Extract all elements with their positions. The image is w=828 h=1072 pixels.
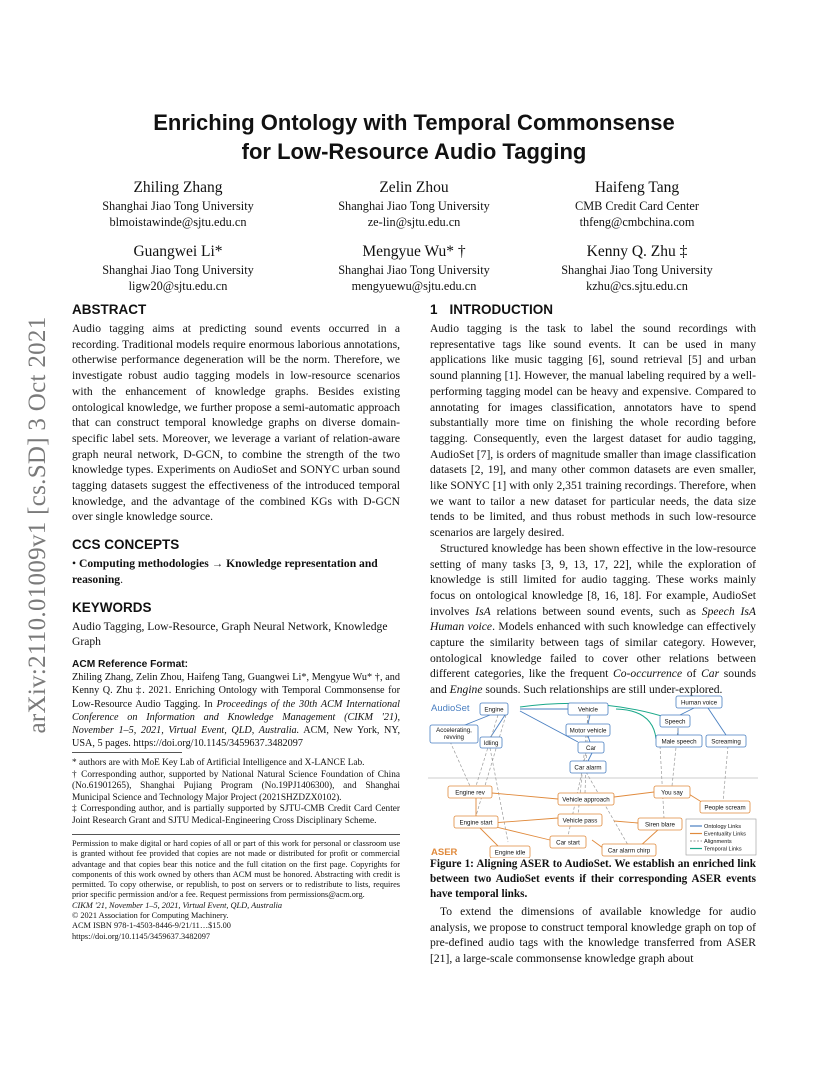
footnote: * authors are with MoE Key Lab of Artificial Intelligence and X-LANCE Lab. xyxy=(72,758,365,768)
svg-text:Vehicle: Vehicle xyxy=(578,706,598,714)
ccs-concept: Computing methodologies → Knowledge representation and reasoning xyxy=(72,557,378,586)
temporal-link xyxy=(616,709,656,739)
footnote: ‡ Corresponding author, and is partially supported by SJTU-CMB Credit Card Center Joint Research Grant and SJTU Medical-Engineering Cross Disciplinary Scheme. xyxy=(72,804,400,826)
author-affiliation: Shanghai Jiao Tong University xyxy=(102,263,254,277)
legend-alignment: Alignments xyxy=(704,839,732,845)
eventuality-link xyxy=(614,792,654,797)
text-run: . Models enhanced with such knowledge can effectively capture the similarity between tags of similar category. However, ontological knowledge failed to cover other relations between different categories, like the frequent xyxy=(430,620,756,681)
ontology-link xyxy=(680,708,694,715)
node-engine-start xyxy=(454,816,498,828)
svg-text:Motor vehicle: Motor vehicle xyxy=(569,727,607,735)
audioset-label: AudioSet xyxy=(431,703,470,714)
node-siren-blare xyxy=(638,818,682,830)
isbn-line: ACM ISBN 978-1-4503-8446-9/21/11…$15.00 xyxy=(72,921,231,931)
node-people-scream xyxy=(700,801,750,813)
text-run: sounds and xyxy=(430,667,756,697)
author-email: thfeng@cmbchina.com xyxy=(579,215,695,229)
author-name: Kenny Q. Zhu ‡ xyxy=(586,243,688,260)
footnotes xyxy=(72,758,400,828)
legend-temporal: Temporal Links xyxy=(704,846,742,853)
figure-1-caption: Figure 1: Aligning ASER to AudioSet. We establish an enriched link between two AudioSet events if their corresponding ASER events have temporal links. xyxy=(430,858,756,900)
node-male-speech xyxy=(656,735,702,747)
author-name: Mengyue Wu* † xyxy=(362,243,466,260)
acm-reference-tail: ACM, New York, NY, USA, 5 pages. https://doi.org/10.1145/3459637.3482097 xyxy=(72,724,400,750)
author-email: ligw20@sjtu.edu.cn xyxy=(128,279,228,293)
permission-text: Permission to make digital or hard copies of all or part of this work for personal or classroom use is granted without fee provided that copies are not made or distributed for profit or commercial advantage and that copies bear this notice and the full citation on the first page. Copyrights for components of this work owned by others than ACM must be honored. Abstracting with credit is permitted. To copy otherwise, or republish, to post on servers or to redistribute to lists, requires prior specific permission and/or a fee. Request permissions from permissions@acm.org. xyxy=(72,839,400,900)
eventuality-link xyxy=(614,821,638,823)
text-run: Structured knowledge has been shown effective in the low-resource setting of many tasks [3, 9, 13, 17, 22], while the exploration of knowledge is still limited for audio tagging. These works mainly focus on ontological knowledge [8, 16, 18]. For example, AudioSet involves xyxy=(430,541,756,618)
author-card xyxy=(299,242,529,294)
svg-text:Idling: Idling xyxy=(483,740,499,747)
eventuality-link xyxy=(492,818,558,823)
introduction-heading xyxy=(430,302,756,317)
author-affiliation: CMB Credit Card Center xyxy=(575,199,699,213)
alignment-link xyxy=(723,746,728,802)
right-column xyxy=(430,302,756,698)
permission-block xyxy=(72,839,400,942)
svg-text:Human voice: Human voice xyxy=(680,699,718,707)
emphasis: Co-occurrence xyxy=(613,667,683,681)
author-affiliation: Shanghai Jiao Tong University xyxy=(561,263,713,277)
ontology-link xyxy=(588,753,592,761)
left-column xyxy=(72,302,400,750)
acm-reference xyxy=(72,658,400,750)
eventuality-link xyxy=(492,793,558,799)
svg-text:Car alarm chirp: Car alarm chirp xyxy=(607,847,651,855)
copyright-line: © 2021 Association for Computing Machinery. xyxy=(72,911,229,921)
intro-paragraph-3: To extend the dimensions of available knowledge for audio analysis, we propose to construct temporal knowledge graph on top of pre-defined audio tags with the knowledge transferred from ASER [21], a large-scale commonsense knowledge graph about xyxy=(430,905,756,966)
node-human-voice xyxy=(676,696,722,708)
section-number: 1 xyxy=(430,302,438,317)
author-affiliation: Shanghai Jiao Tong University xyxy=(338,199,490,213)
eventuality-link xyxy=(492,826,550,840)
text-run: relations between sound events, such as xyxy=(490,604,702,618)
author-name: Zhiling Zhang xyxy=(133,179,223,196)
legend-eventuality: Eventuality Links xyxy=(704,831,746,838)
author-name: Haifeng Tang xyxy=(594,179,680,196)
permission-rule xyxy=(72,834,400,835)
node-car-start xyxy=(550,836,586,848)
svg-text:Engine idle: Engine idle xyxy=(494,849,526,857)
node-engine xyxy=(480,703,508,715)
intro-paragraph-1: Audio tagging is the task to label the sound recordings with representative tags like sound events. It can be used in many applications like music tagging [6], sound retrieval [5] and urban sound planning [1]. However, the manual labeling required by a well-performing tagging model can be heavy and expensive. Compared to annotating for images classification, annotators have to spend substantially more time on finishing the whole recording before tagging. Consequently, even the largest dataset for audio tagging, AudioSet [7], is orders of magnitude smaller than image classification datasets [2, 19], and many other common datasets are even smaller, like SONYC [1] with only 2,351 training recordings. Therefore, when we want to tailor a new dataset for particular needs, the data size tends to be limited, and thus robust methods in such low-resource scenarios are largely desired. xyxy=(430,322,756,540)
alignment-link xyxy=(660,746,664,818)
svg-text:Engine rev: Engine rev xyxy=(455,789,485,797)
svg-text:Engine start: Engine start xyxy=(459,819,493,827)
footnote: † Corresponding author, supported by National Natural Science Foundation of China (No.61901265), Shanghai Pujiang Program (No.19PJ1406300), and Shanghai Municipal Science and Technology Major Project (2021SHZDZX0102). xyxy=(72,769,400,803)
author-card xyxy=(522,178,752,230)
paper-title xyxy=(0,108,828,166)
arxiv-sidebar xyxy=(8,290,68,760)
ccs-text xyxy=(72,556,400,587)
abstract-heading: ABSTRACT xyxy=(72,302,147,317)
author-card xyxy=(522,242,752,294)
svg-text:Car alarm: Car alarm xyxy=(574,764,602,772)
svg-text:Accelerating,revving: Accelerating, revving xyxy=(436,727,472,741)
node-car-alarm-chirp xyxy=(602,844,656,856)
ccs-heading: CCS CONCEPTS xyxy=(72,537,180,553)
node-car xyxy=(578,742,604,753)
ccs-period: . xyxy=(120,572,124,586)
node-screaming xyxy=(706,735,746,747)
title-line-2: for Low-Resource Audio Tagging xyxy=(241,139,587,164)
acm-reference-venue: Proceedings of the 30th ACM International Conference on Information and Knowledge Management (CIKM '21), November 1–5, 2021, Virtual Event, QLD, Australia. xyxy=(72,698,401,736)
author-card xyxy=(63,178,293,230)
svg-text:Male speech: Male speech xyxy=(661,738,697,746)
ccs-bullet: • xyxy=(72,557,77,571)
text-run: of xyxy=(682,667,702,681)
emphasis: Car xyxy=(701,667,720,681)
node-car-alarm xyxy=(570,761,606,773)
footnote-rule xyxy=(72,752,182,753)
node-speech xyxy=(660,715,690,727)
svg-text:Vehicle approach: Vehicle approach xyxy=(562,796,610,804)
author-email: ze-lin@sjtu.edu.cn xyxy=(367,215,461,229)
node-accelerating xyxy=(430,725,478,743)
ontology-link xyxy=(588,736,590,742)
author-affiliation: Shanghai Jiao Tong University xyxy=(102,199,254,213)
svg-text:Screaming: Screaming xyxy=(711,738,741,746)
abstract-text: Audio tagging aims at predicting sound events occurred in a recording. Traditional models require enormous laborious annotations, otherwise performance degeneration will be the norm. Therefore, we investigate robust audio tagging models in low-resource scenarios with the enhancement of knowledge graphs. Besides existing ontological knowledge, we further propose a semi-automatic approach that can construct temporal knowledge graphs on diverse domain-specific label sets. Moreover, we leverage a variant of relation-aware graph neural network, D-GCN, to combine the strength of the two knowledge types. Experiments on AudioSet and SONYC urban sound tagging datasets suggest the effectiveness of the introduced temporal knowledge, and the advantage of the combined KGs with D-GCN over single knowledge source. xyxy=(72,322,400,524)
intro-paragraph-2 xyxy=(430,541,756,698)
emphasis: Speech IsA Human voice xyxy=(430,604,756,634)
legend-ontology: Ontology Links xyxy=(704,824,742,830)
acm-reference-authors: Zhiling Zhang, Zelin Zhou, Haifeng Tang, Guangwei Li*, Mengyue Wu* †, and Kenny Q. Zhu ‡. 2021. Enriching Ontology with Temporal Commonsense for Low-Resource Audio Tagging. In xyxy=(72,672,400,710)
section-title: INTRODUCTION xyxy=(449,302,554,317)
author-email: mengyuewu@sjtu.edu.cn xyxy=(351,279,477,293)
conference-line: CIKM '21, November 1–5, 2021, Virtual Event, QLD, Australia xyxy=(72,900,283,910)
author-card xyxy=(299,178,529,230)
svg-text:Engine: Engine xyxy=(484,706,504,714)
figure-legend xyxy=(686,819,756,855)
title-line-1: Enriching Ontology with Temporal Commonsense xyxy=(153,110,675,135)
node-vehicle xyxy=(568,703,608,715)
node-you-say xyxy=(654,786,690,798)
svg-text:Vehicle pass: Vehicle pass xyxy=(562,817,598,825)
aser-label: ASER xyxy=(431,847,458,858)
author-email: blmoistawinde@sjtu.edu.cn xyxy=(109,215,247,229)
svg-text:People scream: People scream xyxy=(704,804,746,812)
svg-text:Siren blare: Siren blare xyxy=(645,821,675,829)
svg-text:You say: You say xyxy=(661,789,683,797)
node-motor-vehicle xyxy=(566,724,610,736)
alignment-link xyxy=(476,715,506,816)
node-idling xyxy=(480,737,502,748)
svg-text:Speech: Speech xyxy=(664,718,686,726)
audioset-nodes xyxy=(430,696,746,773)
author-name: Zelin Zhou xyxy=(379,179,449,196)
node-vehicle-approach xyxy=(558,793,614,805)
keywords-heading: KEYWORDS xyxy=(72,599,152,615)
emphasis: IsA xyxy=(475,604,491,618)
svg-text:Car: Car xyxy=(586,745,596,752)
arxiv-identifier: arXiv:2110.01009v1 [cs.SD] 3 Oct 2021 xyxy=(24,316,51,734)
emphasis: Engine xyxy=(449,683,483,697)
author-name: Guangwei Li* xyxy=(133,243,223,260)
alignment-link xyxy=(586,772,628,845)
eventuality-link xyxy=(592,840,603,848)
text-run: sounds. Such relationships are still under-explored. xyxy=(482,683,723,697)
keywords-text: Audio Tagging, Low-Resource, Graph Neural Network, Knowledge Graph xyxy=(72,619,388,649)
node-vehicle-pass xyxy=(558,814,602,826)
author-affiliation: Shanghai Jiao Tong University xyxy=(338,263,490,277)
svg-text:Car start: Car start xyxy=(556,839,580,847)
ontology-link xyxy=(588,715,590,724)
ontology-link xyxy=(708,708,726,735)
node-engine-rev xyxy=(448,786,492,798)
author-card xyxy=(63,242,293,294)
author-email: kzhu@cs.sjtu.edu.cn xyxy=(586,279,688,293)
acm-reference-heading: ACM Reference Format: xyxy=(72,658,189,670)
doi-line: https://doi.org/10.1145/3459637.3482097 xyxy=(72,931,211,941)
eventuality-link xyxy=(480,828,498,846)
alignment-link xyxy=(476,715,498,786)
alignment-link xyxy=(448,737,470,786)
figure-1-diagram xyxy=(428,690,758,858)
